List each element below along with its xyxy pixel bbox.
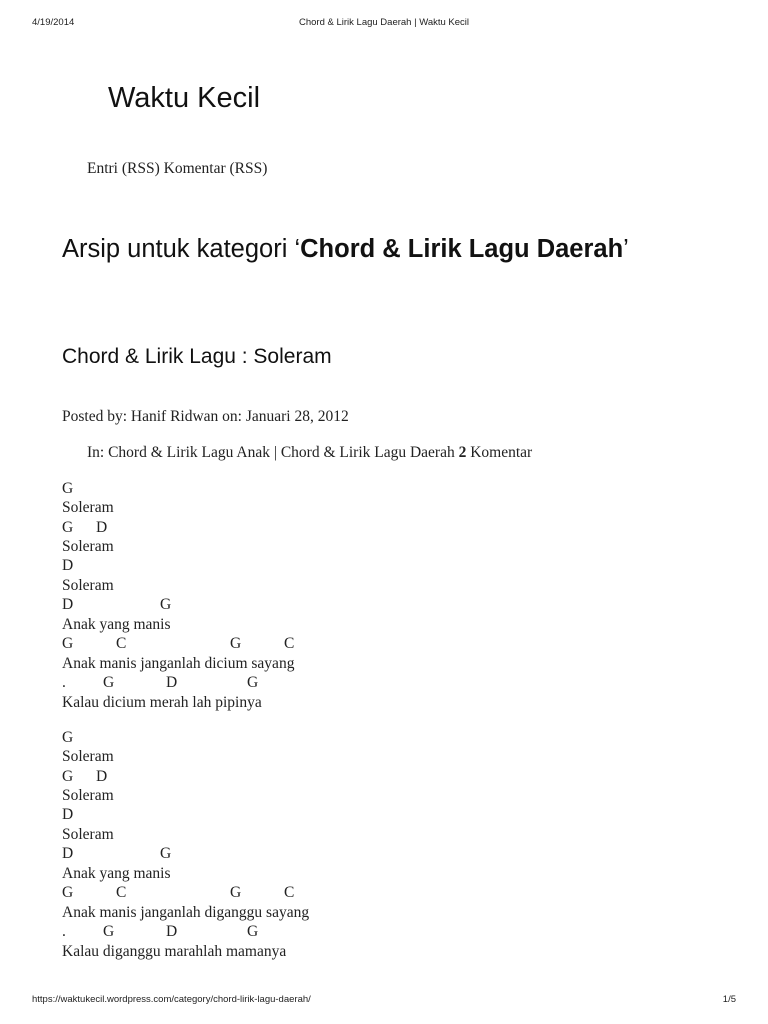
chord: C: [116, 635, 127, 652]
post-date: Januari 28, 2012: [245, 408, 349, 425]
chord: G: [230, 884, 242, 901]
site-title[interactable]: Waktu Kecil: [108, 82, 261, 114]
chord: G: [62, 884, 74, 901]
chord: G: [160, 596, 172, 613]
lyric-line: Kalau diganggu marahlah mamanya: [62, 943, 287, 960]
chord: .: [62, 923, 66, 940]
category-link-daerah[interactable]: Chord & Lirik Lagu Daerah: [280, 444, 455, 461]
posted-by-label: Posted by:: [62, 408, 131, 425]
feed-links: [87, 160, 267, 178]
chord: G: [62, 635, 74, 652]
chord: C: [284, 635, 295, 652]
lyric-line: Anak manis janganlah diganggu sayang: [62, 904, 310, 921]
chord: D: [62, 557, 74, 574]
in-label: In:: [87, 444, 109, 461]
post-title[interactable]: Chord & Lirik Lagu : Soleram: [62, 345, 332, 368]
print-page-number: 1/5: [722, 994, 736, 1005]
chord: G: [62, 480, 74, 497]
on-label: on:: [218, 408, 246, 425]
post-meta: [62, 408, 349, 426]
lyric-line: Anak yang manis: [62, 865, 171, 882]
chord: D: [166, 923, 178, 940]
chord: G: [62, 729, 74, 746]
chord: C: [116, 884, 127, 901]
lyric-line: Soleram: [62, 499, 114, 516]
chord: G: [103, 923, 115, 940]
comment-count[interactable]: 2: [458, 444, 467, 461]
lyric-line: Soleram: [62, 538, 114, 555]
chord: D: [62, 806, 74, 823]
chord: D: [166, 674, 178, 691]
lyric-line: Soleram: [62, 826, 114, 843]
lyric-line: Anak yang manis: [62, 616, 171, 633]
category-separator: |: [269, 444, 281, 461]
lyric-line: Soleram: [62, 748, 114, 765]
feed-comments-link[interactable]: Komentar (RSS): [163, 160, 268, 177]
chord: G: [160, 845, 172, 862]
print-page-title: Chord & Lirik Lagu Daerah | Waktu Kecil: [298, 17, 470, 28]
comment-label[interactable]: Komentar: [466, 444, 533, 461]
chord: G: [103, 674, 115, 691]
chord: G: [62, 768, 74, 785]
lyric-line: Soleram: [62, 577, 114, 594]
archive-prefix: Arsip untuk kategori ‘: [62, 235, 301, 263]
chord: C: [284, 884, 295, 901]
post-author[interactable]: Hanif Ridwan: [130, 408, 219, 425]
post-categories: [87, 444, 532, 462]
print-date: 4/19/2014: [32, 17, 75, 28]
print-url: https://waktukecil.wordpress.com/category/chord-lirik-lagu-daerah/: [32, 994, 311, 1005]
feed-entries-link[interactable]: Entri (RSS): [87, 160, 160, 177]
chord: D: [62, 845, 74, 862]
chord: D: [96, 768, 108, 785]
archive-suffix: ’: [623, 235, 629, 263]
chord: .: [62, 674, 66, 691]
category-link-anak[interactable]: Chord & Lirik Lagu Anak: [108, 444, 270, 461]
chord: D: [96, 519, 108, 536]
chord: G: [62, 519, 74, 536]
archive-category: Chord & Lirik Lagu Daerah: [300, 235, 624, 263]
lyric-line: Anak manis janganlah dicium sayang: [62, 655, 295, 672]
chord: G: [247, 923, 259, 940]
lyric-line: Kalau dicium merah lah pipinya: [62, 694, 262, 711]
chord: G: [230, 635, 242, 652]
chord: G: [247, 674, 259, 691]
lyric-line: Soleram: [62, 787, 114, 804]
chord: D: [62, 596, 74, 613]
archive-heading: [62, 235, 629, 264]
